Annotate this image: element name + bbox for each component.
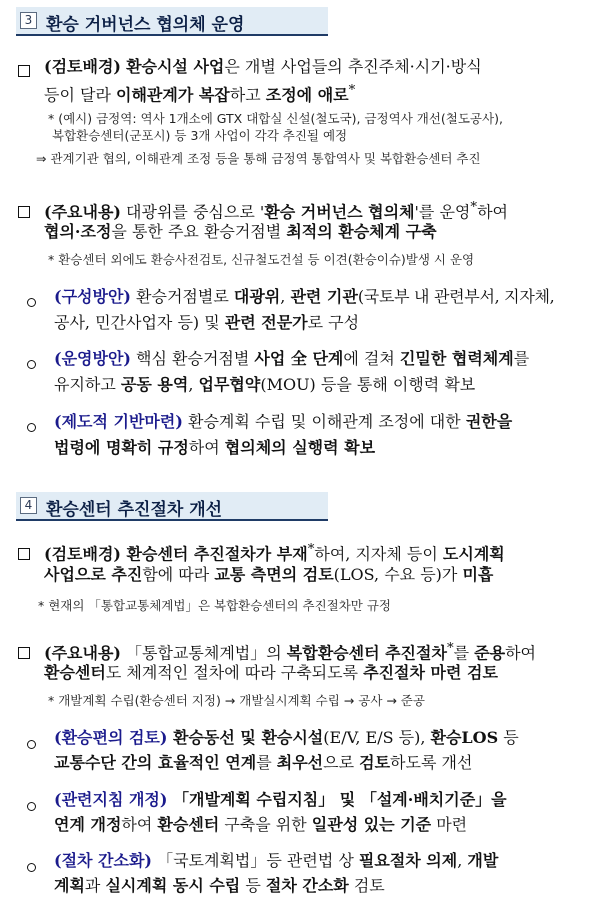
paragraph-line: 교통수단 간의 효율적인 연계를 최우선으로 검토하도록 개선 bbox=[54, 753, 473, 772]
section-number: 3 bbox=[20, 12, 37, 29]
circle-bullet-icon bbox=[27, 857, 36, 876]
square-bullet-icon bbox=[18, 203, 30, 222]
paragraph-line: 환승센터도 체계적인 절차에 따라 구축되도록 추진절차 마련 검토 bbox=[44, 663, 498, 682]
square-bullet-icon bbox=[18, 62, 30, 81]
circle-bullet-icon bbox=[27, 417, 36, 436]
paragraph-line: (절차 간소화) 「국토계획법」등 관련법 상 필요절차 의제, 개발 bbox=[54, 851, 499, 870]
paragraph-line: (검토배경) 환승시설 사업은 개별 사업들의 추진주체·시기·방식 bbox=[44, 57, 482, 76]
circle-bullet-icon bbox=[27, 734, 36, 753]
paragraph-line: 계획과 실시계획 동시 수립 등 절차 간소화 검토 bbox=[54, 876, 385, 895]
paragraph-line: (주요내용) 대광위를 중심으로 '환승 거버넌스 협의체'를 운영*하여 bbox=[44, 200, 508, 222]
square-bullet-icon bbox=[18, 545, 30, 564]
paragraph-line: (제도적 기반마련) 환승계획 수립 및 이해관계 조정에 대한 권한을 bbox=[54, 412, 513, 431]
footnote: * 현재의 「통합교통체계법」은 복합환승센터의 추진절차만 규정 bbox=[38, 598, 391, 613]
paragraph-line: 법령에 명확히 규정하여 협의체의 실행력 확보 bbox=[54, 438, 376, 457]
paragraph-line: (검토배경) 환승센터 추진절차가 부재*하여, 지자체 등이 도시계획 bbox=[44, 542, 505, 564]
paragraph-line: (환승편의 검토) 환승동선 및 환승시설(E/V, E/S 등), 환승LOS 등 bbox=[54, 728, 519, 747]
footnote: * 개발계획 수립(환승센터 지정) → 개발실시계획 수립 → 공사 → 준공 bbox=[48, 693, 425, 708]
paragraph-line: 사업으로 추진함에 따라 교통 측면의 검토(LOS, 수요 등)가 미흡 bbox=[44, 565, 494, 584]
paragraph-line: 연계 개정하여 환승센터 구축을 위한 일관성 있는 기준 마련 bbox=[54, 815, 468, 834]
paragraph-line: (운영방안) 핵심 환승거점별 사업 全 단계에 걸쳐 긴밀한 협력체계를 bbox=[54, 349, 530, 368]
section-title: 환승 거버넌스 협의체 운영 bbox=[46, 15, 245, 35]
paragraph-line: (구성방안) 환승거점별로 대광위, 관련 기관(국토부 내 관련부서, 지자체, bbox=[54, 287, 555, 306]
footnote: * (예시) 금정역: 역사 1개소에 GTX 대합실 신설(철도국), 금정역사 개선(철도공사), bbox=[48, 111, 503, 126]
circle-bullet-icon bbox=[27, 292, 36, 311]
section-header bbox=[16, 7, 328, 36]
paragraph-line: 공사, 민간사업자 등) 및 관련 전문가로 구성 bbox=[54, 313, 360, 332]
paragraph-line: 유지하고 공동 용역, 업무협약(MOU) 등을 통해 이행력 확보 bbox=[54, 375, 476, 394]
section-header bbox=[16, 492, 328, 521]
footnote: 복합환승센터(군포시) 등 3개 사업이 각각 추진될 예정 bbox=[52, 128, 348, 143]
footnote-arrow: ⇒ 관계기관 협의, 이해관계 조정 등을 통해 금정역 통합역사 및 복합환승센터 추진 bbox=[36, 151, 481, 166]
paragraph-line: (관련지침 개정) 「개발계획 수립지침」 및 「설계·배치기준」을 bbox=[54, 790, 507, 809]
paragraph-line: (주요내용) 「통합교통체계법」의 복합환승센터 추진절차*를 준용하여 bbox=[44, 641, 536, 663]
circle-bullet-icon bbox=[27, 354, 36, 373]
section-title: 환승센터 추진절차 개선 bbox=[46, 500, 223, 520]
section-number: 4 bbox=[20, 497, 37, 514]
circle-bullet-icon bbox=[27, 796, 36, 815]
paragraph-line: 등이 달라 이해관계가 복잡하고 조정에 애로* bbox=[44, 83, 356, 105]
footnote: * 환승센터 외에도 환승사전검토, 신규철도건설 등 이견(환승이슈)발생 시 운영 bbox=[48, 252, 475, 267]
paragraph-line: 협의·조정을 통한 주요 환승거점별 최적의 환승체계 구축 bbox=[44, 222, 437, 241]
square-bullet-icon bbox=[18, 644, 30, 663]
